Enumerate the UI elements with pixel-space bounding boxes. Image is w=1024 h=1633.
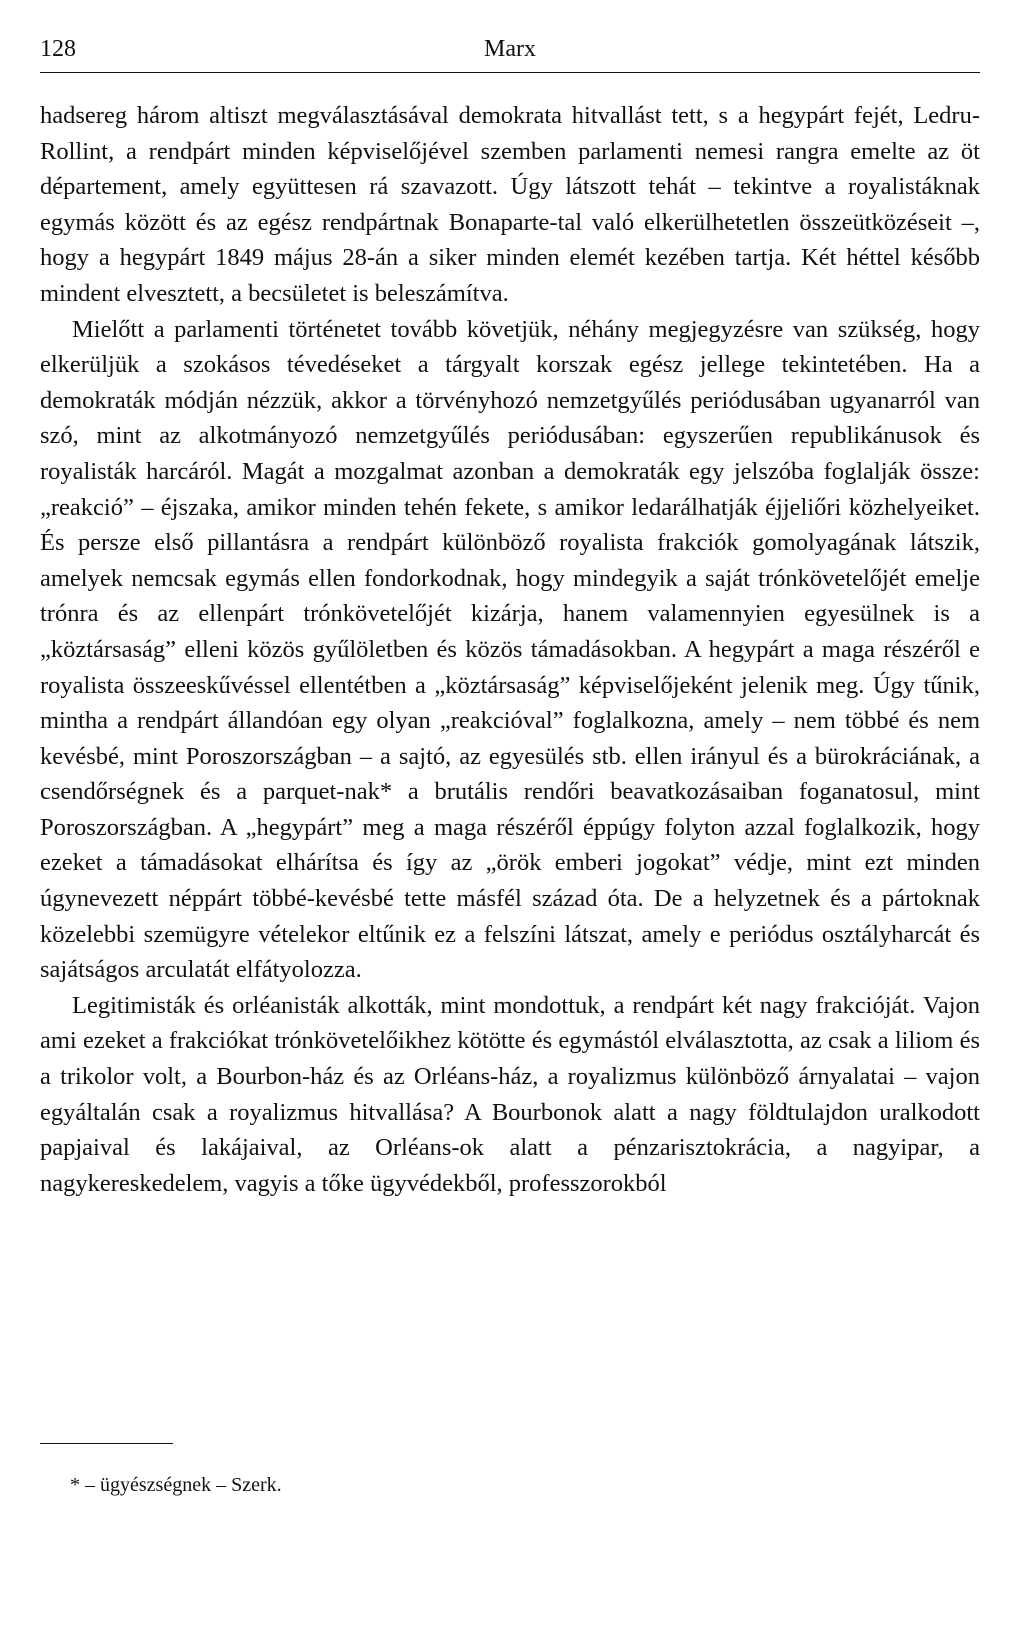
footnote-rule — [40, 1443, 173, 1444]
paragraph-3: Legitimisták és orléanisták alkották, mint mondottuk, a rendpárt két nagy frakcióját. Vajon ami ezeket a frakciókat trónkövetelőikhez kötötte és egymástól elválasztotta, az csak a liliom és a trikolor volt, a Bourbon-ház és az Orléans-ház, a royalizmus különböző árnyalatai – vajon egyáltalán csak a royalizmus hitvallása? A Bourbonok alatt a nagy földtulajdon uralkodott papjaival és lakájaival, az Orléans-ok alatt a pénzarisztokrácia, a nagyipar, a nagykereskedelem, vagyis a tőke ügyvédekből, professzorokból — [40, 991, 980, 1197]
running-title: Marx — [484, 36, 536, 62]
body-text — [40, 98, 980, 1201]
footnote: * – ügyészségnek – Szerk. — [70, 1474, 282, 1496]
page-number: 128 — [40, 36, 76, 62]
page-header — [40, 36, 980, 70]
paragraph-2: Mielőtt a parlamenti történetet tovább követjük, néhány megjegyzésre van szükség, hogy elkerüljük a szokásos tévedéseket a tárgyalt korszak egész jellege tekintetében. Ha a demokraták módján nézzük, akkor a törvényhozó nemzetgyűlés periódusában ugyanarról van szó, mint az alkotmányozó nemzetgyűlés periódusában: egyszerűen republikánusok és royalisták harcáról. Magát a mozgalmat azonban a demokraták egy jelszóba foglalják össze: „reakció” – éjszaka, amikor minden tehén fekete, s amikor ledarálhatják éjjeliőri közhelyeiket. És persze első pillantásra a rendpárt különböző royalista frakciók gomolyagának látszik, amelyek nemcsak egymás ellen fondorkodnak, hogy mindegyik a saját trónkövetelőjét emelje trónra és az ellenpárt trónkövetelőjét kizárja, hanem valamennyien egyesülnek is a „köztársaság” elleni közös gyűlöletben és közös támadásokban. A hegypárt a maga részéről e royalista összeeskűvéssel ellentétben a „köztársaság” képviselőjeként jelenik meg. Úgy tűnik, mintha a rendpárt állandóan egy olyan „reakcióval” foglalkozna, amely – nem többé és nem kevésbé, mint Poroszországban – a sajtó, az egyesülés stb. ellen irányul és a bürokráciának, a csendőrségnek és a parquet-nak* a brutális rendőri beavatkozásaiban foganatosul, mint Poroszországban. A „hegypárt” meg a maga részéről éppúgy folyton azzal foglalkozik, hogy ezeket a támadásokat elhárítsa és így az „örök emberi jogokat” védje, mint ezt minden úgynevezett néppárt többé-kevésbé tette másfél század óta. De a helyzetnek és a pártoknak közelebbi szemügyre vételekor eltűnik ez a felszíni látszat, amely e periódus osztályharcát és sajátságos arculatát elfátyolozza. — [40, 315, 980, 984]
paragraph-1: hadsereg három altiszt megválasztásával demokrata hitvallást tett, s a hegypárt fejét, Ledru-Rollint, a rendpárt minden képviselőjével szemben parlamenti nemesi rangra emelte az öt département, amely együttesen rá szavazott. Úgy látszott tehát – tekintve a royalistáknak egymás között és az egész rendpártnak Bonaparte-tal való elkerülhetetlen összeütközéseit –, hogy a hegypárt 1849 május 28-án a siker minden elemét kezében tartja. Két héttel később mindent elvesztett, a becsületet is beleszámítva. — [40, 102, 980, 307]
header-rule — [40, 72, 980, 73]
